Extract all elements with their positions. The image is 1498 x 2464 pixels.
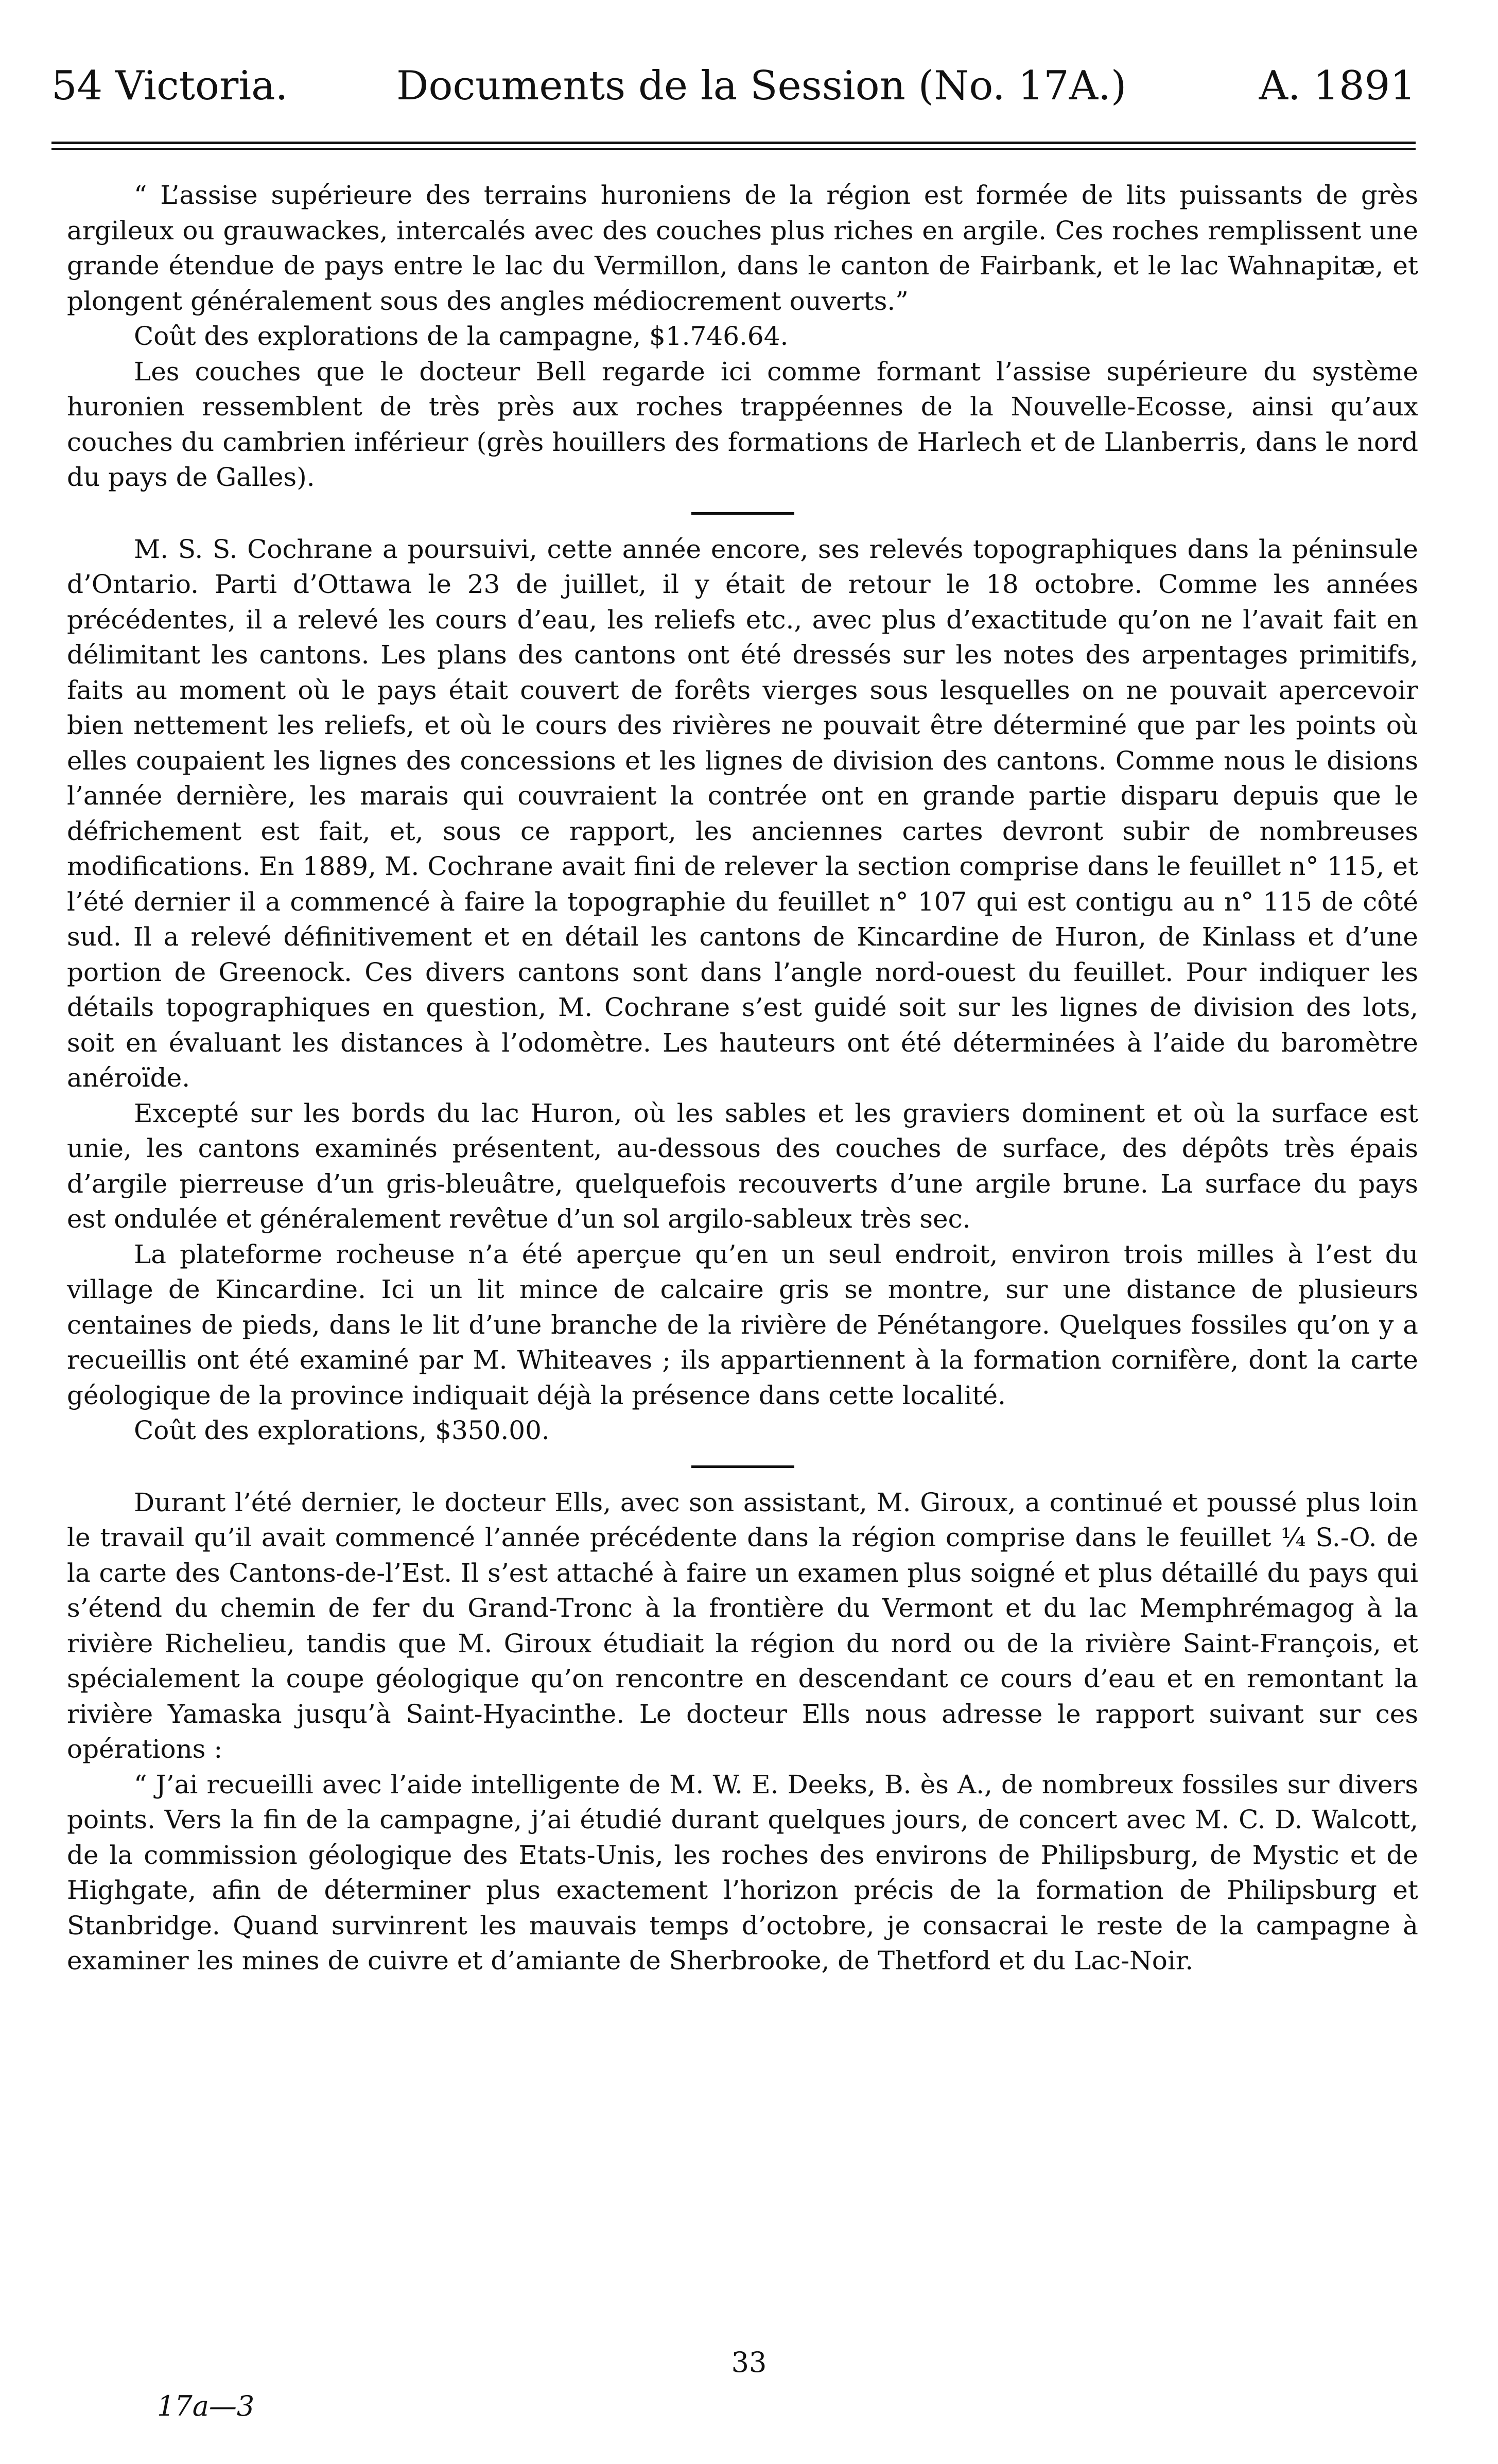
header-double-rule xyxy=(51,142,1416,150)
section-separator xyxy=(691,512,794,515)
paragraph-bell-comment: Les couches que le docteur Bell regarde ici comme formant l’assise supérieure du système huronien ressemblent de très près aux roches trappéennes de la Nouvelle-Ecosse, ainsi qu’aux couches du cambrien inférieur (grès houillers des formations de Harlech et de Llanberris, dans le nord du pays de Galles). xyxy=(67,356,1418,492)
paragraph-ells-intro: Durant l’été dernier, le docteur Ells, avec son assistant, M. Giroux, a continué et poussé plus loin le travail qu’il avait commencé l’année précédente dans la région comprise dans le feuillet ¼ S.-O. de la carte des Cantons-de-l’Est. Il s’est attaché à faire un examen plus soigné et plus détaillé du pays qui s’étend du chemin de fer du Grand-Tronc à la frontière du Vermont et du lac Memphrémagog à la rivière Richelieu, tandis que M. Giroux étudiait la région du nord ou de la rivière Saint-François, et spécialement la coupe géologique qu’on rencontre en descendant ce cours d’eau et en remontant la rivière Yamaska jusqu’à Saint-Hyacinthe. Le docteur Ells nous adresse le rapport suivant sur ces opérations : xyxy=(67,1487,1418,1764)
paragraph-cochrane-survey: M. S. S. Cochrane a poursuivi, cette année encore, ses relevés topographiques dans la péninsule d’Ontario. Parti d’Ottawa le 23 de juillet, il y était de retour le 18 octobre. Comme les années précédentes, il a relevé les cours d’eau, les reliefs etc., avec plus d’exactitude qu’on ne l’avait fait en délimitant les cantons. Les plans des cantons ont été dressés sur les notes des arpentages primitifs, faits au moment où le pays était couvert de forêts vierges sous lesquelles on ne pouvait apercevoir bien nettement les reliefs, et où le cours des rivières ne pouvait être déterminé que par les points où elles coupaient les lignes des concessions et les lignes de division des cantons. Comme nous le disions l’année dernière, les marais qui couvraient la contrée ont en grande partie disparu depuis que le défrichement est fait, et, sous ce rapport, les anciennes cartes devront subir de nombreuses modifications. En 1889, M. Cochrane avait fini de relever la section comprise dans le feuillet n° 115, et l’été dernier il a commencé à faire la topographie du feuillet n° 107 qui est contigu au n° 115 de côté sud. Il a relevé définitivement et en détail les cantons de Kincardine de Huron, de Kinlass et d’une portion de Greenock. Ces divers cantons sont dans l’angle nord-ouest du feuillet. Pour indiquer les détails topographiques en question, M. Cochrane s’est guidé soit sur les lignes de division des lots, soit en évaluant les distances à l’odomètre. Les hauteurs ont été déterminées à l’aide du baromètre anéroïde. xyxy=(67,534,1418,1093)
header-year: A. 1891 xyxy=(1259,63,1416,109)
body-text xyxy=(67,178,1418,1979)
running-header xyxy=(51,58,1416,114)
paragraph-cochrane-cost: Coût des explorations, $350.00. xyxy=(134,1416,550,1445)
paragraph-cochrane-bedrock: La plateforme rocheuse n’a été aperçue qu’en un seul endroit, environ trois milles à l’est du village de Kincardine. Ici un lit mince de calcaire gris se montre, sur une distance de plusieurs centaines de pieds, dans le lit d’une branche de la rivière de Pénétangore. Quelques fossiles qu’on y a recueillis ont été examiné par M. Whiteaves ; ils appartiennent à la formation cornifère, dont la carte géologique de la province indiquait déjà la présence dans cette localité. xyxy=(67,1239,1418,1410)
paragraph-ells-quote: “ J’ai recueilli avec l’aide intelligente de M. W. E. Deeks, B. ès A., de nombreux fossiles sur divers points. Vers la fin de la campagne, j’ai étudié durant quelques jours, de concert avec M. C. D. Walcott, de la commission géologique des Etats-Unis, les roches des environs de Philipsburg, de Mystic et de Highgate, afin de déterminer plus exactement l’horizon précis de la formation de Philipsburg et Stanbridge. Quand survinrent les mauvais temps d’octobre, je consacrai le reste de la campagne à examiner les mines de cuivre et d’amiante de Sherbrooke, de Thetford et du Lac-Noir. xyxy=(67,1769,1418,1976)
paragraph-cochrane-deposits: Excepté sur les bords du lac Huron, où les sables et les graviers dominent et où la surface est unie, les cantons examinés présentent, au-dessous des couches de surface, des dépôts très épais d’argile pierreuse d’un gris-bleuâtre, quelquefois recouverts d’une argile brune. La surface du pays est ondulée et généralement revêtue d’un sol argilo-sableux très sec. xyxy=(67,1098,1418,1234)
page-number: 33 xyxy=(731,2346,767,2379)
paragraph-bell-cost: Coût des explorations de la campagne, $1.746.64. xyxy=(134,321,789,351)
section-separator xyxy=(691,1465,794,1468)
signature-mark: 17a—3 xyxy=(157,2390,255,2422)
header-document-title: Documents de la Session (No. 17A.) xyxy=(396,63,1127,109)
paragraph-bell-quote: “ L’assise supérieure des terrains huroniens de la région est formée de lits puissants de grès argileux ou grauwackes, intercalés avec des couches plus riches en argile. Ces roches remplissent une grande étendue de pays entre le lac du Vermillon, dans le canton de Fairbank, et le lac Wahnapitæ, et plongent généralement sous des angles médiocrement ouverts.” xyxy=(67,180,1418,316)
header-session-year: 54 Victoria. xyxy=(51,63,288,109)
